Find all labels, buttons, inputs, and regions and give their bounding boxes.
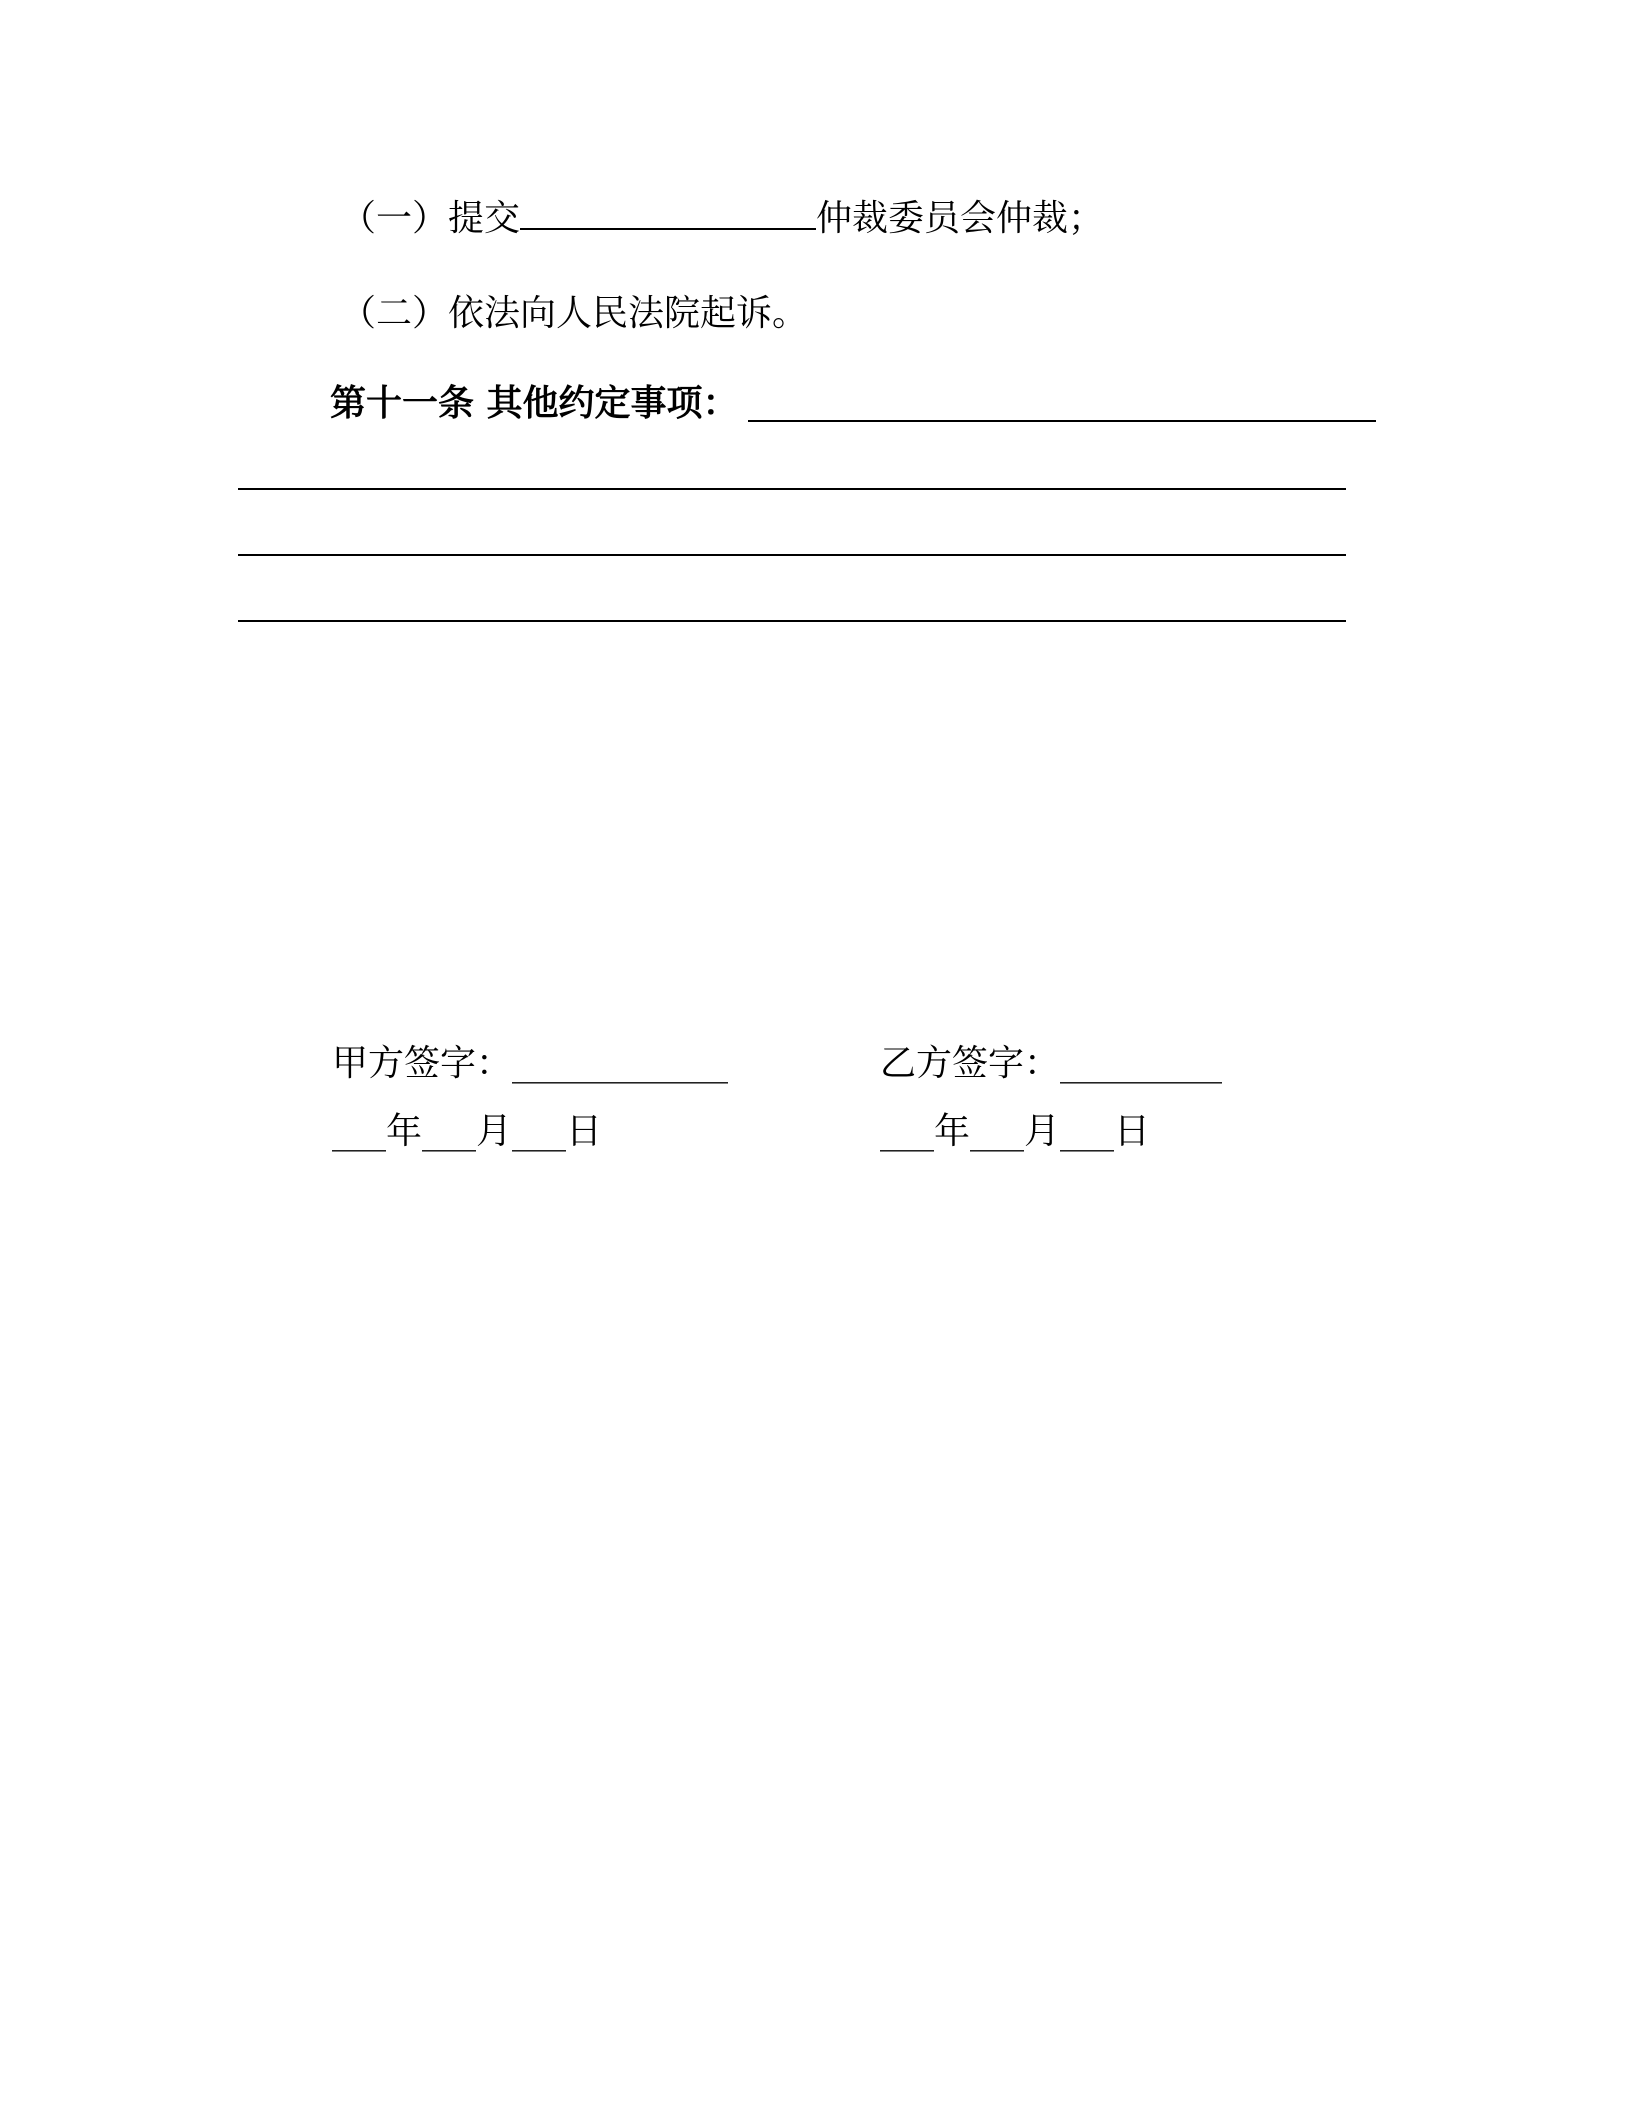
date-day-label: 日 bbox=[1114, 1111, 1151, 1152]
other-matters-blank-line[interactable] bbox=[238, 620, 1346, 622]
party-b-signature bbox=[880, 1042, 1222, 1086]
dispute-option-1 bbox=[340, 196, 1104, 241]
date-month-blank[interactable]: ___ bbox=[422, 1111, 477, 1152]
date-month-blank[interactable]: ___ bbox=[970, 1111, 1025, 1152]
other-matters-blank-line[interactable] bbox=[238, 488, 1346, 490]
date-year-label: 年 bbox=[386, 1111, 423, 1152]
arbitration-commission-blank[interactable] bbox=[520, 196, 816, 230]
date-day-blank[interactable]: ___ bbox=[512, 1111, 567, 1152]
date-year-blank[interactable]: ___ bbox=[880, 1111, 934, 1152]
date-month-label: 月 bbox=[1024, 1111, 1061, 1152]
option-1-prefix: （一）提交 bbox=[340, 198, 521, 239]
dispute-option-2 bbox=[340, 292, 808, 336]
party-b-label: 乙方签字： bbox=[880, 1043, 1061, 1084]
date-month-label: 月 bbox=[476, 1111, 513, 1152]
party-a-signature-blank[interactable]: ____________ bbox=[512, 1043, 729, 1084]
party-a-signature bbox=[332, 1042, 728, 1086]
date-year-label: 年 bbox=[934, 1111, 971, 1152]
article-11-heading-text: 第十一条 其他约定事项： bbox=[330, 383, 739, 424]
option-2-text: （二）依法向人民法院起诉。 bbox=[340, 293, 809, 334]
option-1-suffix: 仲裁委员会仲裁； bbox=[816, 198, 1105, 239]
party-a-label: 甲方签字： bbox=[332, 1043, 513, 1084]
date-year-blank[interactable]: ___ bbox=[332, 1111, 386, 1152]
other-matters-blank-line[interactable] bbox=[238, 554, 1346, 556]
party-a-date bbox=[332, 1110, 602, 1154]
party-b-signature-blank[interactable]: _________ bbox=[1060, 1043, 1223, 1084]
other-matters-blank-first[interactable] bbox=[748, 420, 1376, 422]
date-day-blank[interactable]: ___ bbox=[1060, 1111, 1115, 1152]
article-11-heading bbox=[330, 382, 739, 426]
date-day-label: 日 bbox=[566, 1111, 603, 1152]
party-b-date bbox=[880, 1110, 1150, 1154]
